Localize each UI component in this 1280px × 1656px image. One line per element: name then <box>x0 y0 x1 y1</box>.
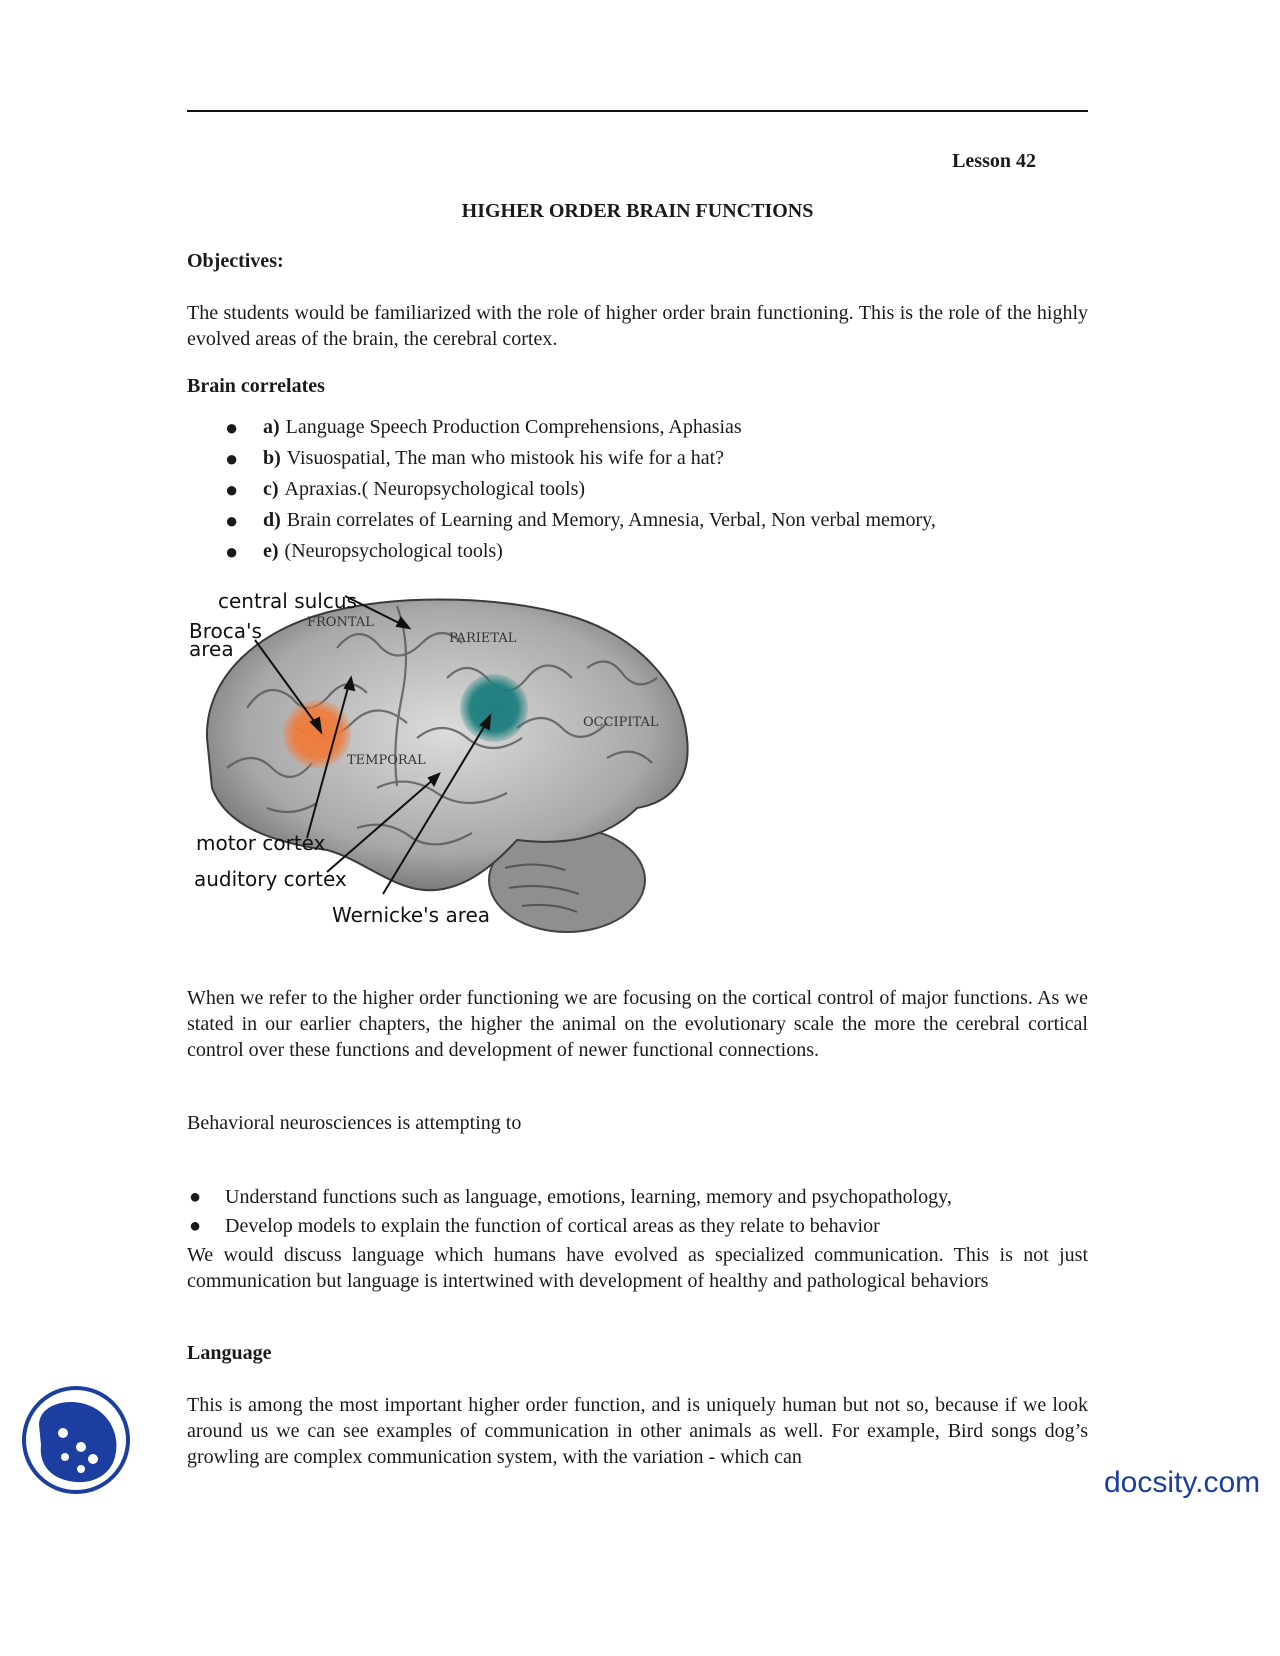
objectives-heading: Objectives: <box>187 250 284 272</box>
behavioral-intro: Behavioral neurosciences is attempting to <box>187 1112 522 1134</box>
list-item: ● e) (Neuropsychological tools) <box>187 536 936 567</box>
paragraph-language-intro: We would discuss language which humans have evolved as specialized communication. This is not just communication but language is intertwined with development of healthy and pathological behaviors <box>187 1244 1088 1292</box>
language-text: This is among the most important higher order function, and is uniquely human but not so, because if we look around us we can see examples of communication in other animals as well. For example, Bird songs dog’s growling are complex communication system, with the variation - which can <box>187 1394 1088 1468</box>
docsity-logo-icon[interactable] <box>21 1385 131 1495</box>
motor-cortex-label: motor cortex <box>196 831 326 855</box>
paragraph-higher-order: When we refer to the higher order functioning we are focusing on the cortical control of major functions. As we stated in our earlier chapters, the higher the animal on the evolutionary scale the more the cerebral cortical control over these functions and development of newer functional connections. <box>187 987 1088 1061</box>
bullet-icon: ● <box>189 1186 202 1208</box>
docsity-brand-link[interactable]: docsity.com <box>1104 1466 1261 1499</box>
bullet-icon: ● <box>225 446 239 471</box>
brocas-area-label-line1: Broca's <box>189 619 262 643</box>
temporal-label: TEMPORAL <box>347 753 426 768</box>
parietal-label: PARIETAL <box>449 631 517 646</box>
occipital-label: OCCIPITAL <box>583 715 659 730</box>
language-heading: Language <box>187 1342 272 1364</box>
brain-diagram <box>187 588 717 948</box>
auditory-cortex-label: auditory cortex <box>194 867 347 891</box>
frontal-label: FRONTAL <box>307 615 374 630</box>
list-item: ● b) Visuospatial, The man who mistook his wife for a hat? <box>187 443 936 474</box>
bullet-icon: ● <box>189 1215 202 1237</box>
list-item: ● Understand functions such as language, emotions, learning, memory and psychopathology, <box>187 1183 952 1212</box>
wernickes-area-spot <box>460 674 528 742</box>
central-sulcus-label: central sulcus <box>218 589 357 613</box>
objectives-text: The students would be familiarized with the role of higher order brain functioning. This is the role of the highly evolved areas of the brain, the cerebral cortex. <box>187 302 1088 350</box>
brain-diagram-svg <box>187 588 717 948</box>
bullet-icon: ● <box>225 508 239 533</box>
brocas-area-spot <box>283 700 351 768</box>
bullet-icon: ● <box>225 415 239 440</box>
list-item: ● Develop models to explain the function of cortical areas as they relate to behavior <box>187 1212 952 1241</box>
behavioral-list <box>187 1183 952 1241</box>
brain-correlates-heading: Brain correlates <box>187 375 325 397</box>
list-item: ● c) Apraxias.( Neuropsychological tools) <box>187 474 936 505</box>
bullet-icon: ● <box>225 477 239 502</box>
page-title: HIGHER ORDER BRAIN FUNCTIONS <box>461 200 814 222</box>
list-item: ● a) Language Speech Production Comprehensions, Aphasias <box>187 412 936 443</box>
wernickes-area-label: Wernicke's area <box>332 903 491 927</box>
bullet-icon: ● <box>225 539 239 564</box>
header-rule <box>187 110 1088 112</box>
lesson-number: Lesson 42 <box>952 150 1036 172</box>
brocas-area-label-line2: area <box>189 637 234 661</box>
list-item: ● d) Brain correlates of Learning and Memory, Amnesia, Verbal, Non verbal memory, <box>187 505 936 536</box>
brain-correlates-list <box>187 412 936 567</box>
